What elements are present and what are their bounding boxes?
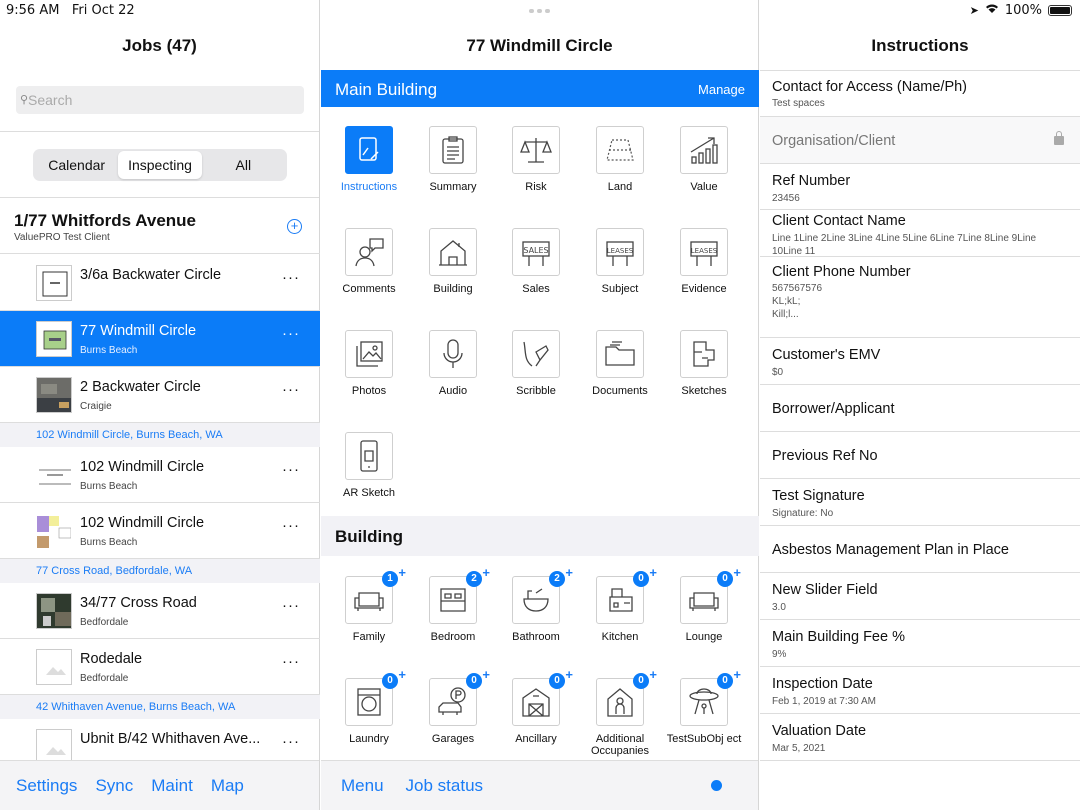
photo-thumbnail	[36, 377, 72, 413]
field-inspection-date[interactable]	[760, 667, 1080, 714]
room-lounge[interactable]	[662, 565, 746, 643]
placeholder-image-icon	[36, 729, 72, 760]
tile-label: Bedroom	[430, 631, 476, 643]
svg-text:LEASES: LEASES	[690, 247, 718, 255]
field-main-building-fee[interactable]	[760, 620, 1080, 667]
instructions-title: Instructions	[871, 36, 969, 55]
field-new-slider[interactable]	[760, 573, 1080, 620]
more-icon[interactable]: ···	[282, 325, 300, 342]
more-icon[interactable]: ···	[282, 597, 300, 614]
tile-risk[interactable]	[494, 126, 578, 193]
tile-label: Sketches	[681, 385, 727, 397]
chart-icon	[680, 126, 728, 174]
folder-icon	[596, 330, 644, 378]
tile-building[interactable]	[411, 228, 495, 295]
room-count-badge: 0	[633, 673, 649, 689]
add-room-icon[interactable]: +	[565, 565, 573, 580]
room-count-badge: 2	[549, 571, 565, 587]
field-value: 3.0	[772, 602, 786, 613]
barn-icon	[512, 667, 573, 726]
job-row[interactable]	[0, 255, 320, 311]
tile-label: Evidence	[681, 283, 727, 295]
job-suburb: Burns Beach	[80, 345, 138, 356]
washing-machine-icon	[345, 667, 406, 726]
add-room-icon[interactable]: +	[565, 667, 573, 682]
job-suburb: Burns Beach	[80, 481, 138, 492]
bath-icon	[512, 565, 573, 624]
field-label: Borrower/Applicant	[772, 401, 895, 417]
tile-label: Garages	[431, 733, 475, 745]
room-garages[interactable]	[411, 667, 495, 745]
job-name: 102 Windmill Circle	[80, 459, 205, 475]
add-room-icon[interactable]: +	[649, 667, 657, 682]
job-status-button[interactable]: Job status	[405, 775, 484, 795]
jobs-title: Jobs (47)	[122, 36, 197, 55]
job-row[interactable]	[0, 503, 320, 559]
field-client-contact-name[interactable]	[760, 210, 1080, 257]
add-job-icon[interactable]: +	[287, 219, 302, 234]
placeholder-image-icon	[36, 649, 72, 685]
status-time: 9:56 AM	[6, 3, 60, 18]
room-family[interactable]	[327, 565, 411, 643]
room-laundry[interactable]	[327, 667, 411, 745]
more-icon[interactable]: ···	[282, 269, 300, 286]
segment-all[interactable]: All	[235, 157, 252, 173]
field-label: Ref Number	[772, 173, 851, 189]
job-suburb: Bedfordale	[80, 617, 129, 628]
group-title: 1/77 Whitfords Avenue	[14, 211, 196, 230]
left-toolbar	[0, 760, 319, 810]
instructions-panel	[760, 0, 1080, 810]
tile-land[interactable]	[578, 126, 662, 193]
field-customers-emv[interactable]	[760, 338, 1080, 385]
manage-button[interactable]: Manage	[698, 82, 745, 97]
more-icon[interactable]: ···	[282, 653, 300, 670]
more-icon[interactable]: ···	[282, 517, 300, 534]
main-building-header	[321, 70, 759, 107]
tile-label: Sales	[522, 283, 550, 295]
tile-instructions[interactable]	[327, 126, 411, 193]
floorplan-thumbnail	[36, 457, 72, 493]
sales-sign-icon	[512, 228, 560, 276]
tile-sketches[interactable]	[662, 330, 746, 397]
address-header: 77 Cross Road, Bedfordale, WA	[0, 559, 320, 583]
pen-icon	[512, 330, 560, 378]
sync-button[interactable]: Sync	[95, 775, 134, 795]
tile-value[interactable]	[662, 126, 746, 193]
field-value: Feb 1, 2019 at 7:30 AM	[772, 696, 876, 707]
room-count-badge: 0	[549, 673, 565, 689]
field-borrower-applicant[interactable]	[760, 385, 1080, 432]
leases-sign-icon	[680, 228, 728, 276]
more-icon[interactable]: ···	[282, 461, 300, 478]
segment-inspecting[interactable]: Inspecting	[118, 151, 201, 179]
job-row[interactable]	[0, 639, 320, 695]
room-count-badge: 0	[382, 673, 398, 689]
tile-label: Documents	[592, 385, 648, 397]
tile-sales[interactable]	[494, 228, 578, 295]
tile-label: Kitchen	[601, 631, 639, 643]
microphone-icon	[429, 330, 477, 378]
ar-phone-icon	[345, 432, 393, 480]
field-previous-ref-no[interactable]	[760, 432, 1080, 479]
middle-toolbar	[321, 760, 758, 810]
room-bathroom[interactable]	[494, 565, 578, 643]
room-test-sub-object[interactable]	[662, 667, 746, 745]
tile-label: Family	[352, 631, 386, 643]
job-row[interactable]	[0, 583, 320, 639]
tile-ar-sketch[interactable]	[327, 432, 411, 499]
tile-label: Ancillary	[515, 733, 557, 745]
location-icon: ➤	[969, 4, 979, 17]
add-room-icon[interactable]: +	[482, 565, 490, 580]
room-bedroom[interactable]	[411, 565, 495, 643]
add-room-icon[interactable]: +	[482, 667, 490, 682]
floorplan-thumbnail	[36, 321, 72, 357]
sync-status-dot	[711, 780, 722, 791]
field-label: Test Signature	[772, 488, 865, 504]
room-count-badge: 2	[466, 571, 482, 587]
job-name: 102 Windmill Circle	[80, 515, 205, 531]
search-icon: ⚲	[20, 94, 29, 106]
field-valuation-date[interactable]	[760, 714, 1080, 761]
job-name: Rodedale	[80, 651, 143, 667]
section-title: Main Building	[335, 80, 438, 99]
field-label: Previous Ref No	[772, 448, 878, 464]
tile-label: Risk	[525, 181, 547, 193]
field-label: Client Contact Name	[772, 213, 906, 229]
field-label: Asbestos Management Plan in Place	[772, 542, 1009, 558]
field-label: Inspection Date	[772, 676, 873, 692]
bed-icon	[429, 565, 490, 624]
room-count-badge: 0	[466, 673, 482, 689]
room-count-badge: 1	[382, 571, 398, 587]
photos-icon	[345, 330, 393, 378]
tile-label: Land	[607, 181, 633, 193]
status-date: Fri Oct 22	[71, 3, 135, 18]
tile-label: Comments	[342, 283, 396, 295]
building-section-header	[321, 516, 759, 556]
job-detail-panel	[321, 0, 759, 810]
svg-text:SALES: SALES	[523, 246, 549, 255]
divider	[0, 131, 319, 132]
lock-icon	[1054, 136, 1064, 145]
instructions-icon	[345, 126, 393, 174]
tile-label: TestSubObj ect	[666, 733, 742, 745]
job-row[interactable]	[0, 719, 320, 760]
field-contact-for-access[interactable]	[760, 71, 1080, 117]
room-ancillary[interactable]	[494, 667, 578, 745]
person-house-icon	[596, 667, 657, 726]
room-count-badge: 0	[717, 571, 733, 587]
view-segmented-control[interactable]	[33, 149, 287, 181]
parking-car-icon	[429, 667, 490, 726]
maint-button[interactable]: Maint	[151, 775, 193, 795]
tile-audio[interactable]	[411, 330, 495, 397]
photo-thumbnail	[36, 593, 72, 629]
tile-documents[interactable]	[578, 330, 662, 397]
floorplan-icon	[680, 330, 728, 378]
segment-calendar[interactable]: Calendar	[48, 157, 106, 173]
group-subtitle: ValuePRO Test Client	[14, 232, 110, 243]
field-organisation-client	[760, 117, 1080, 164]
field-value: 9%	[772, 649, 787, 660]
job-name: 77 Windmill Circle	[80, 323, 197, 339]
add-room-icon[interactable]: +	[649, 565, 657, 580]
menu-button[interactable]: Menu	[341, 775, 384, 795]
tile-summary[interactable]	[411, 126, 495, 193]
sofa-icon	[680, 565, 741, 624]
tile-label: Lounge	[685, 631, 723, 643]
map-button[interactable]: Map	[210, 775, 244, 795]
field-label: Organisation/Client	[772, 133, 896, 149]
tile-label: Instructions	[340, 181, 398, 193]
field-label: Customer's EMV	[772, 347, 881, 363]
tile-label: Subject	[601, 283, 639, 295]
job-name: Ubnit B/42 Whithaven Ave...	[80, 731, 261, 747]
section-title: Building	[335, 527, 403, 546]
ufo-icon	[680, 667, 741, 726]
add-room-icon[interactable]: +	[398, 667, 406, 682]
add-room-icon[interactable]: +	[733, 565, 741, 580]
add-room-icon[interactable]: +	[398, 565, 406, 580]
field-test-signature[interactable]	[760, 479, 1080, 526]
job-name: 3/6a Backwater Circle	[80, 267, 222, 283]
field-value: Test spaces	[772, 98, 825, 109]
settings-button[interactable]: Settings	[16, 775, 78, 795]
job-suburb: Craigie	[80, 401, 112, 412]
tile-label: Laundry	[349, 733, 389, 745]
tile-scribble[interactable]	[494, 330, 578, 397]
field-value: Mar 5, 2021	[772, 743, 826, 754]
field-value: Signature: No	[772, 508, 834, 519]
field-value: Line 1Line 2Line 3Line 4Line 5Line 6Line 7Line 8Line 9Line 10Line 11	[772, 233, 1037, 257]
field-label: Valuation Date	[772, 723, 867, 739]
scales-icon	[512, 126, 560, 174]
tile-label: Summary	[429, 181, 477, 193]
job-suburb: Bedfordale	[80, 673, 129, 684]
tile-label: Scribble	[516, 385, 556, 397]
room-additional-occupancies[interactable]	[578, 667, 662, 757]
job-row[interactable]	[0, 367, 320, 423]
tile-label: Additional Occupanies	[590, 733, 650, 757]
field-value: $0	[772, 367, 784, 378]
address-header: 42 Whithaven Avenue, Burns Beach, WA	[0, 695, 320, 719]
house-icon	[429, 228, 477, 276]
more-icon[interactable]: ···	[282, 733, 300, 750]
tile-subject[interactable]	[578, 228, 662, 295]
field-label: Main Building Fee %	[772, 629, 905, 645]
more-icon[interactable]: ···	[282, 381, 300, 398]
tile-label: Audio	[438, 385, 468, 397]
job-title: 77 Windmill Circle	[466, 36, 613, 55]
land-icon	[596, 126, 644, 174]
field-label: Client Phone Number	[772, 264, 911, 280]
tile-label: Value	[690, 181, 718, 193]
job-suburb: Burns Beach	[80, 537, 138, 548]
job-row[interactable]	[0, 447, 320, 503]
sofa-icon	[345, 565, 406, 624]
tile-label: Photos	[351, 385, 387, 397]
room-count-badge: 0	[717, 673, 733, 689]
field-label: Contact for Access (Name/Ph)	[772, 79, 968, 95]
search-input[interactable]: ⚲ Search	[16, 86, 304, 114]
battery-percent: 100%	[1004, 3, 1042, 18]
tile-comments[interactable]	[327, 228, 411, 295]
job-group-header[interactable]	[0, 198, 320, 254]
field-asbestos-management-plan[interactable]	[760, 526, 1080, 573]
room-count-badge: 0	[633, 571, 649, 587]
room-kitchen[interactable]	[578, 565, 662, 643]
tile-label: AR Sketch	[343, 487, 395, 499]
leases-sign-icon	[596, 228, 644, 276]
tile-evidence[interactable]	[662, 228, 746, 295]
svg-text:LEASES: LEASES	[606, 247, 634, 255]
floorplan-thumbnail	[36, 513, 72, 549]
tile-label: Bathroom	[512, 631, 560, 643]
comment-icon	[345, 228, 393, 276]
field-client-phone-number[interactable]	[760, 257, 1080, 338]
job-name: 34/77 Cross Road	[80, 595, 197, 611]
job-row-selected[interactable]	[0, 311, 320, 367]
address-header: 102 Windmill Circle, Burns Beach, WA	[0, 423, 320, 447]
field-value: 23456	[772, 193, 800, 204]
jobs-panel	[0, 0, 320, 810]
tile-photos[interactable]	[327, 330, 411, 397]
floorplan-thumbnail	[36, 265, 72, 301]
field-value: 567567576 KL;kL; Kill;l...	[772, 283, 823, 320]
toaster-icon	[596, 565, 657, 624]
field-ref-number[interactable]	[760, 164, 1080, 210]
tile-label: Building	[433, 283, 473, 295]
job-name: 2 Backwater Circle	[80, 379, 201, 395]
field-label: New Slider Field	[772, 582, 878, 598]
clipboard-icon	[429, 126, 477, 174]
add-room-icon[interactable]: +	[733, 667, 741, 682]
